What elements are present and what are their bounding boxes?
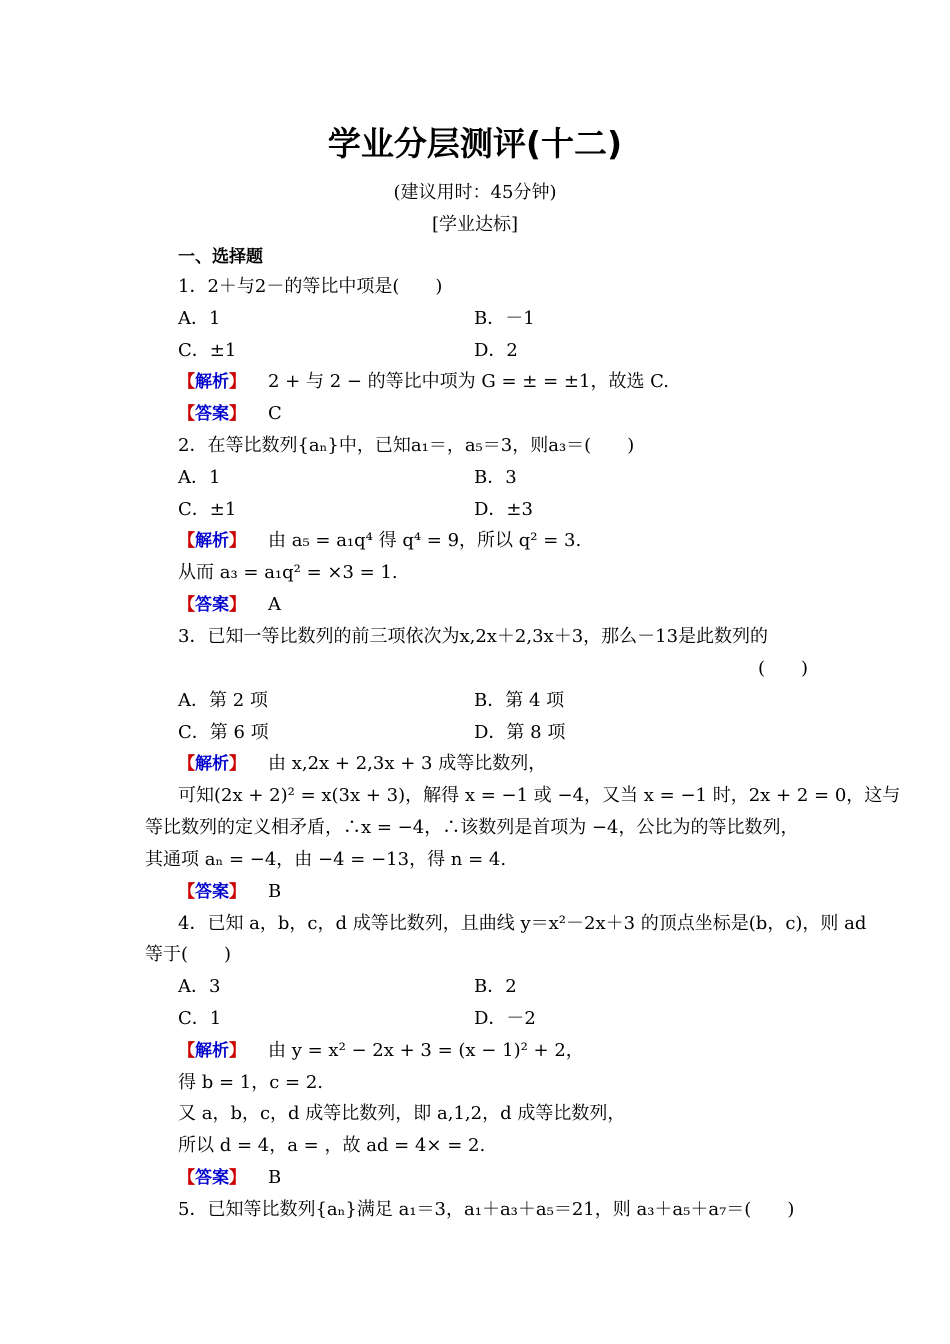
q1-analysis: 【解析】 2 + 与 2 − 的等比中项为 G = ± = ±1，故选 C. (178, 371, 670, 392)
section-heading: 一、选择题 (178, 247, 263, 267)
q2-analysis: 【解析】 由 a₅ = a₁q⁴ 得 q⁴ = 9，所以 q² = 3. (178, 530, 582, 551)
q4-answer: 【答案】 B (178, 1167, 282, 1188)
q2-option-a: A．1 (178, 467, 221, 488)
q4-analysis-line3: 又 a，b，c，d 成等比数列，即 a,1,2，d 成等比数列， (178, 1103, 626, 1124)
answer-tag: 【答案】 (178, 595, 246, 615)
q3-analysis-line4: 其通项 aₙ = −4，由 −4 = −13，得 n = 4. (145, 849, 507, 870)
q2-option-b: B．3 (474, 467, 517, 488)
q3-option-d: D．第 8 项 (474, 722, 566, 743)
q2-option-d: D．±3 (474, 499, 533, 520)
page-title: 学业分层测评(十二) (327, 124, 623, 163)
analysis-tag: 【解析】 (178, 372, 246, 392)
q3-analysis-line2: 可知(2x + 2)² = x(3x + 3)，解得 x = −1 或 −4，又当 x = −1 时，2x + 2 = 0，这与 (178, 785, 901, 806)
q4-option-a: A．3 (178, 976, 221, 997)
q2-option-c: C．±1 (178, 499, 237, 520)
q4-option-b: B．2 (474, 976, 517, 997)
q4-option-c: C．1 (178, 1008, 222, 1029)
q2-analysis-line2: 从而 a₃ = a₁q² = ×3 = 1. (178, 562, 398, 583)
q4-analysis-line4: 所以 d = 4，a = ，故 ad = 4× = 2. (178, 1135, 486, 1156)
analysis-tag: 【解析】 (178, 1041, 246, 1061)
analysis-tag: 【解析】 (178, 531, 246, 551)
q3-option-b: B．第 4 项 (474, 690, 565, 711)
q2-answer: 【答案】 A (178, 594, 281, 615)
q3-answer: 【答案】 B (178, 881, 282, 902)
time-note: (建议用时：45分钟) (393, 182, 557, 203)
q1-option-c: C．±1 (178, 340, 237, 361)
analysis-tag: 【解析】 (178, 754, 246, 774)
q4-stem: 4．已知 a，b，c，d 成等比数列，且曲线 y＝x²－2x＋3 的顶点坐标是(b，c)，则 ad (178, 913, 867, 934)
q1-option-b: B．－1 (474, 308, 535, 329)
q3-answer-paren: ( ) (757, 658, 808, 679)
q2-stem: 2．在等比数列{aₙ}中，已知a₁＝，a₅＝3，则a₃＝( ) (178, 435, 635, 456)
answer-tag: 【答案】 (178, 404, 246, 424)
q3-option-c: C．第 6 项 (178, 722, 269, 743)
q4-stem-line2: 等于( ) (145, 944, 232, 965)
q1-answer: 【答案】 C (178, 403, 282, 424)
q3-option-a: A．第 2 项 (178, 690, 268, 711)
q3-analysis-line3: 等比数列的定义相矛盾，∴x = −4，∴该数列是首项为 −4，公比为的等比数列， (145, 817, 799, 838)
level-label: [学业达标] (431, 214, 519, 235)
q4-option-d: D．－2 (474, 1008, 536, 1029)
q1-option-a: A．1 (178, 308, 221, 329)
q4-analysis-line2: 得 b = 1，c = 2. (178, 1072, 324, 1093)
answer-tag: 【答案】 (178, 882, 246, 902)
q3-stem: 3．已知一等比数列的前三项依次为x,2x＋2,3x＋3，那么－13是此数列的 (178, 626, 769, 647)
q5-stem: 5．已知等比数列{aₙ}满足 a₁＝3，a₁＋a₃＋a₅＝21，则 a₃＋a₅＋a₇＝( ) (178, 1199, 795, 1220)
answer-tag: 【答案】 (178, 1168, 246, 1188)
q4-analysis: 【解析】 由 y = x² − 2x + 3 = (x − 1)² + 2， (178, 1040, 584, 1061)
q3-analysis: 【解析】 由 x,2x + 2,3x + 3 成等比数列， (178, 753, 547, 774)
q1-option-d: D．2 (474, 340, 518, 361)
q1-stem: 1．2＋与2－的等比中项是( ) (178, 276, 443, 297)
